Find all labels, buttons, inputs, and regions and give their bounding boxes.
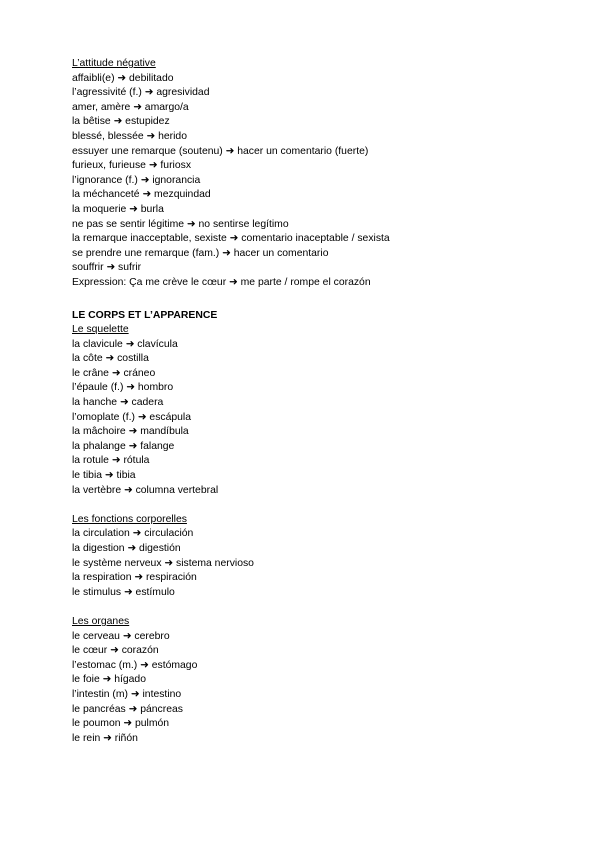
- squelette-list: [72, 338, 572, 499]
- list-item: blessé, blessée ➜ herido: [72, 130, 187, 142]
- list-item: se prendre une remarque (fam.) ➜ hacer un comentario: [72, 247, 329, 259]
- list-item: amer, amère ➜ amargo/a: [72, 101, 189, 113]
- section-heading-organes: Les organes: [72, 615, 130, 627]
- attitude-list: [72, 72, 572, 291]
- page-title: LE CORPS ET L’APPARENCE: [72, 309, 218, 321]
- list-item: la hanche ➜ cadera: [72, 397, 164, 409]
- list-item: le foie ➜ hígado: [72, 674, 146, 686]
- organes-list: [72, 630, 572, 747]
- list-item: l’ignorance (f.) ➜ ignorancia: [72, 174, 201, 186]
- document-page: [72, 57, 572, 746]
- list-item: ne pas se sentir légitime ➜ no sentirse legítimo: [72, 218, 289, 230]
- list-item: la rotule ➜ rótula: [72, 455, 150, 467]
- list-item: l’épaule (f.) ➜ hombro: [72, 382, 174, 394]
- list-item: l’estomac (m.) ➜ estómago: [72, 659, 198, 671]
- list-item: le tibia ➜ tibia: [72, 470, 136, 482]
- section-heading-squelette: Le squelette: [72, 324, 129, 336]
- list-item: la clavicule ➜ clavícula: [72, 338, 178, 350]
- list-item: le stimulus ➜ estímulo: [72, 586, 175, 598]
- list-item: la circulation ➜ circulación: [72, 528, 194, 540]
- list-item: la mâchoire ➜ mandíbula: [72, 426, 189, 438]
- fonctions-list: [72, 527, 572, 600]
- list-item: la respiration ➜ respiración: [72, 572, 197, 584]
- list-item: affaibli(e) ➜ debilitado: [72, 72, 174, 84]
- list-item: l’intestin (m) ➜ intestino: [72, 688, 182, 700]
- list-item: la digestion ➜ digestión: [72, 543, 181, 554]
- list-item: Expression: Ça me crève le cœur ➜ me parte / rompe el corazón: [72, 276, 371, 288]
- list-item: le système nerveux ➜ sistema nervioso: [72, 557, 254, 569]
- list-item: la vertèbre ➜ columna vertebral: [72, 484, 219, 496]
- list-item: la remarque inacceptable, sexiste ➜ comentario inaceptable / sexista: [72, 233, 390, 245]
- list-item: le pancréas ➜ páncreas: [72, 703, 183, 715]
- list-item: la moquerie ➜ burla: [72, 203, 164, 215]
- list-item: essuyer une remarque (soutenu) ➜ hacer un comentario (fuerte): [72, 145, 369, 157]
- list-item: la phalange ➜ falange: [72, 440, 175, 452]
- list-item: le crâne ➜ cráneo: [72, 367, 156, 379]
- section-heading-attitude: L’attitude négative: [72, 58, 156, 69]
- section-heading-fonctions: Les fonctions corporelles: [72, 513, 187, 525]
- list-item: furieux, furieuse ➜ furiosx: [72, 160, 192, 172]
- list-item: la côte ➜ costilla: [72, 353, 149, 365]
- list-item: le cœur ➜ corazón: [72, 645, 159, 657]
- list-item: le cerveau ➜ cerebro: [72, 630, 170, 642]
- list-item: souffrir ➜ sufrir: [72, 262, 142, 274]
- list-item: l’agressivité (f.) ➜ agresividad: [72, 87, 210, 99]
- list-item: la bêtise ➜ estupidez: [72, 116, 170, 128]
- list-item: le rein ➜ riñón: [72, 732, 138, 744]
- list-item: la méchanceté ➜ mezquindad: [72, 189, 211, 201]
- list-item: le poumon ➜ pulmón: [72, 718, 170, 730]
- list-item: l’omoplate (f.) ➜ escápula: [72, 411, 192, 423]
